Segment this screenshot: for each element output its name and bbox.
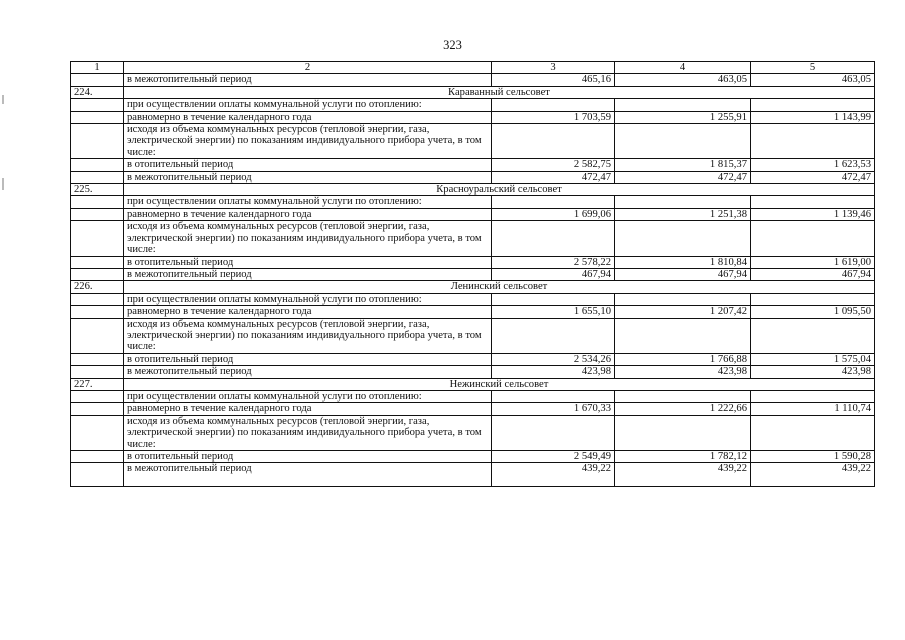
table-row: [71, 256, 875, 268]
row-number-cell: [71, 353, 124, 365]
row-number-cell: [71, 111, 124, 123]
scan-mark: [2, 95, 4, 104]
table-row: [71, 159, 875, 171]
value-col5: [751, 99, 875, 111]
value-col3: 2 578,22: [492, 256, 615, 268]
value-col5: 439,22: [751, 463, 875, 487]
row-label: в отопительный период: [124, 451, 492, 463]
row-label: в отопительный период: [124, 353, 492, 365]
value-col3: 1 655,10: [492, 306, 615, 318]
row-label: равномерно в течение календарного года: [124, 208, 492, 220]
value-col3: [492, 390, 615, 402]
value-col5: 467,94: [751, 268, 875, 280]
table-row: [71, 415, 875, 450]
section-number: 227.: [71, 378, 124, 390]
table-row: [71, 318, 875, 353]
value-col4: 1 810,84: [615, 256, 751, 268]
value-col5: 1 110,74: [751, 403, 875, 415]
row-label: исходя из объема коммунальных ресурсов (тепловой энергии, газа, электрической энергии) по показаниям индивидуального прибора учета, в том числе:: [124, 415, 492, 450]
value-col5: 1 139,46: [751, 208, 875, 220]
row-number-cell: [71, 306, 124, 318]
row-label: в отопительный период: [124, 159, 492, 171]
column-header-row: [71, 62, 875, 74]
row-number-cell: [71, 196, 124, 208]
row-number-cell: [71, 221, 124, 256]
value-col5: 472,47: [751, 171, 875, 183]
row-label: исходя из объема коммунальных ресурсов (тепловой энергии, газа, электрической энергии) по показаниям индивидуального прибора учета, в том числе:: [124, 221, 492, 256]
table-row: [71, 403, 875, 415]
section-header-row: [71, 184, 875, 196]
value-col5: [751, 124, 875, 159]
row-label: в межотопительный период: [124, 268, 492, 280]
row-number-cell: [71, 171, 124, 183]
table-row: [71, 111, 875, 123]
column-header: 1: [71, 62, 124, 74]
value-col4: [615, 221, 751, 256]
row-number-cell: [71, 451, 124, 463]
row-number-cell: [71, 293, 124, 305]
row-number-cell: [71, 74, 124, 86]
value-col4: [615, 99, 751, 111]
value-col4: 1 251,38: [615, 208, 751, 220]
table-row: [71, 463, 875, 487]
value-col3: 1 703,59: [492, 111, 615, 123]
value-col5: [751, 293, 875, 305]
section-header-row: [71, 378, 875, 390]
value-col5: [751, 390, 875, 402]
column-header: 4: [615, 62, 751, 74]
value-col4: [615, 293, 751, 305]
section-number: 226.: [71, 281, 124, 293]
table-row: [71, 353, 875, 365]
column-header: 5: [751, 62, 875, 74]
value-col5: 463,05: [751, 74, 875, 86]
section-title: Красноуральский сельсовет: [124, 184, 875, 196]
column-header: 2: [124, 62, 492, 74]
value-col5: [751, 415, 875, 450]
section-number: 224.: [71, 86, 124, 98]
value-col4: 439,22: [615, 463, 751, 487]
value-col4: 423,98: [615, 366, 751, 378]
value-col5: 1 590,28: [751, 451, 875, 463]
table-row: [71, 208, 875, 220]
table-row: [71, 171, 875, 183]
table-row: [71, 124, 875, 159]
value-col3: 2 549,49: [492, 451, 615, 463]
value-col4: 1 207,42: [615, 306, 751, 318]
row-label: при осуществлении оплаты коммунальной услуги по отоплению:: [124, 293, 492, 305]
section-title: Ленинский сельсовет: [124, 281, 875, 293]
value-col4: [615, 124, 751, 159]
value-col3: [492, 318, 615, 353]
value-col4: 467,94: [615, 268, 751, 280]
row-label: при осуществлении оплаты коммунальной услуги по отоплению:: [124, 196, 492, 208]
section-title: Нежинский сельсовет: [124, 378, 875, 390]
row-number-cell: [71, 415, 124, 450]
value-col3: [492, 293, 615, 305]
row-label: исходя из объема коммунальных ресурсов (тепловой энергии, газа, электрической энергии) по показаниям индивидуального прибора учета, в том числе:: [124, 318, 492, 353]
tariff-table: [70, 61, 875, 487]
value-col5: 423,98: [751, 366, 875, 378]
row-label: при осуществлении оплаты коммунальной услуги по отоплению:: [124, 390, 492, 402]
row-number-cell: [71, 390, 124, 402]
section-title: Караванный сельсовет: [124, 86, 875, 98]
value-col5: [751, 196, 875, 208]
value-col3: 2 534,26: [492, 353, 615, 365]
value-col3: 439,22: [492, 463, 615, 487]
section-number: 225.: [71, 184, 124, 196]
table-row: [71, 196, 875, 208]
table-row: [71, 390, 875, 402]
value-col4: [615, 196, 751, 208]
value-col4: 463,05: [615, 74, 751, 86]
value-col4: 1 222,66: [615, 403, 751, 415]
value-col4: 1 766,88: [615, 353, 751, 365]
table-row: [71, 74, 875, 86]
table-row: [71, 268, 875, 280]
value-col3: 1 670,33: [492, 403, 615, 415]
row-label: равномерно в течение календарного года: [124, 306, 492, 318]
table-row: [71, 99, 875, 111]
row-number-cell: [71, 403, 124, 415]
table-row: [71, 451, 875, 463]
value-col3: 423,98: [492, 366, 615, 378]
value-col3: [492, 124, 615, 159]
row-label: равномерно в течение календарного года: [124, 403, 492, 415]
value-col3: [492, 221, 615, 256]
row-label: в межотопительный период: [124, 366, 492, 378]
value-col4: 472,47: [615, 171, 751, 183]
value-col3: 465,16: [492, 74, 615, 86]
scan-mark: [2, 178, 4, 190]
row-label: в межотопительный период: [124, 463, 492, 487]
row-number-cell: [71, 256, 124, 268]
row-number-cell: [71, 318, 124, 353]
value-col4: 1 255,91: [615, 111, 751, 123]
value-col5: 1 619,00: [751, 256, 875, 268]
value-col5: 1 575,04: [751, 353, 875, 365]
value-col4: [615, 415, 751, 450]
section-header-row: [71, 281, 875, 293]
value-col3: 472,47: [492, 171, 615, 183]
section-header-row: [71, 86, 875, 98]
value-col3: [492, 415, 615, 450]
row-label: исходя из объема коммунальных ресурсов (тепловой энергии, газа, электрической энергии) по показаниям индивидуального прибора учета, в том числе:: [124, 124, 492, 159]
value-col3: [492, 99, 615, 111]
value-col4: [615, 318, 751, 353]
value-col3: 467,94: [492, 268, 615, 280]
column-header: 3: [492, 62, 615, 74]
value-col3: 1 699,06: [492, 208, 615, 220]
value-col4: [615, 390, 751, 402]
row-number-cell: [71, 208, 124, 220]
row-label: в межотопительный период: [124, 74, 492, 86]
value-col5: 1 143,99: [751, 111, 875, 123]
value-col4: 1 815,37: [615, 159, 751, 171]
value-col5: 1 623,53: [751, 159, 875, 171]
table-row: [71, 293, 875, 305]
row-number-cell: [71, 463, 124, 487]
row-label: при осуществлении оплаты коммунальной услуги по отоплению:: [124, 99, 492, 111]
row-number-cell: [71, 268, 124, 280]
value-col5: [751, 221, 875, 256]
row-number-cell: [71, 366, 124, 378]
table-row: [71, 221, 875, 256]
table-row: [71, 306, 875, 318]
value-col5: [751, 318, 875, 353]
value-col4: 1 782,12: [615, 451, 751, 463]
value-col3: 2 582,75: [492, 159, 615, 171]
page-number: 323: [443, 38, 462, 52]
value-col3: [492, 196, 615, 208]
row-number-cell: [71, 159, 124, 171]
row-number-cell: [71, 124, 124, 159]
row-label: в отопительный период: [124, 256, 492, 268]
value-col5: 1 095,50: [751, 306, 875, 318]
row-label: в межотопительный период: [124, 171, 492, 183]
table-row: [71, 366, 875, 378]
row-label: равномерно в течение календарного года: [124, 111, 492, 123]
row-number-cell: [71, 99, 124, 111]
